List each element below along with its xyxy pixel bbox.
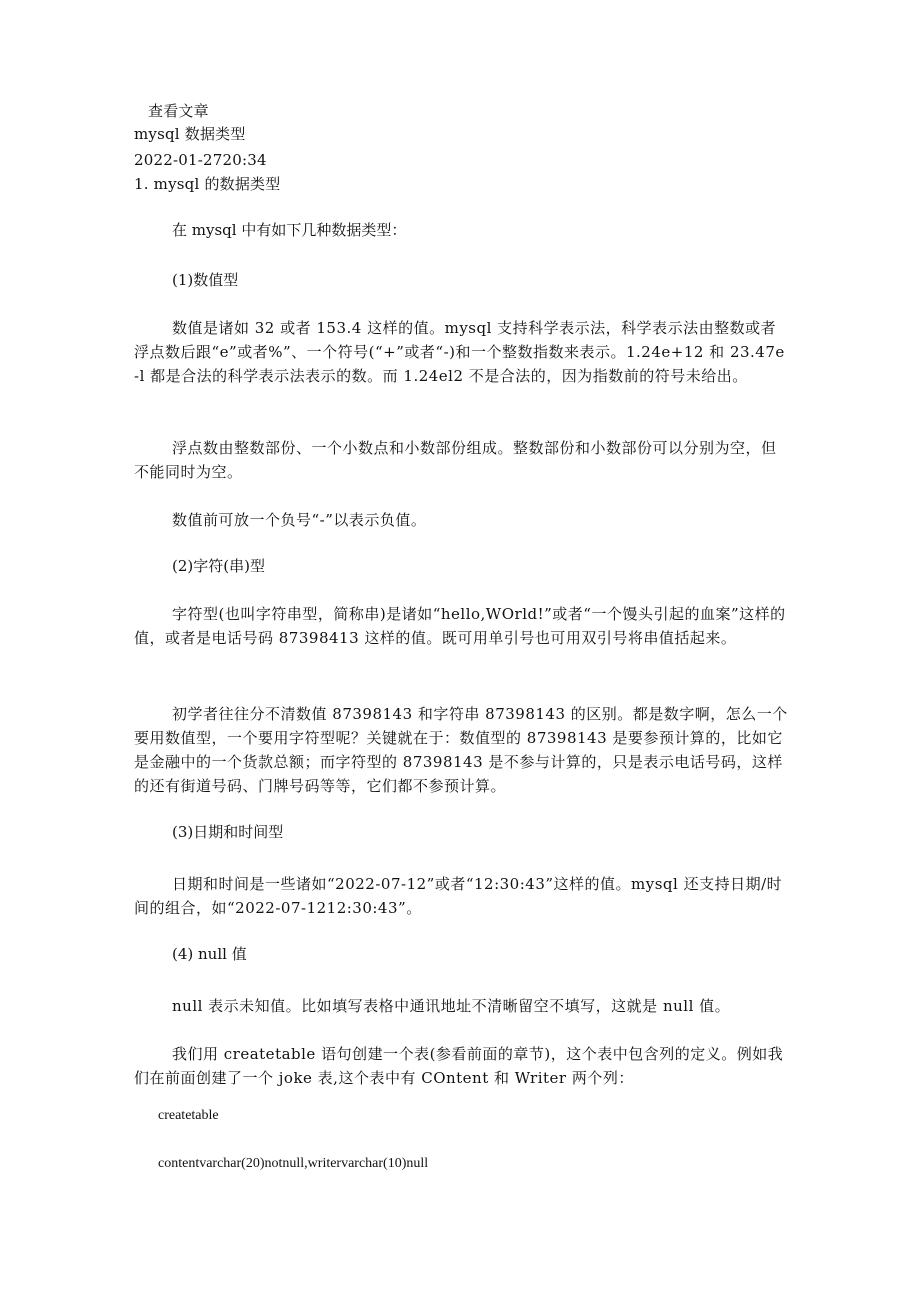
float-paragraph: 浮点数由整数部份、一个小数点和小数部份组成。整数部份和小数部份可以分别为空，但不能同时为空。 bbox=[134, 439, 777, 481]
createtable-paragraph: 我们用 createtable 语句创建一个表(参看前面的章节)，这个表中包含列的定义。例如我们在前面创建了一个 joke 表,这个表中有 COntent 和 Writer 两个列： bbox=[134, 1045, 784, 1087]
string-paragraph: 字符型(也叫字符串型，简称串)是诸如“hello,WOrld!”或者“一个馒头引起的血案”这样的值，或者是电话号码 87398413 这样的值。既可用单引号也可用双引号将串值括起来。 bbox=[134, 605, 786, 647]
code-line-columns: contentvarchar(20)notnull,writervarchar(10)null bbox=[158, 1156, 429, 1171]
intro-paragraph: 在 mysql 中有如下几种数据类型： bbox=[172, 221, 407, 239]
null-paragraph: null 表示未知值。比如填写表格中通讯地址不清晰留空不填写，这就是 null 值。 bbox=[172, 997, 731, 1015]
numeric-paragraph: 数值是诸如 32 或者 153.4 这样的值。mysql 支持科学表示法，科学表示法由整数或者浮点数后跟“e”或者%”、一个符号(“+”或者“-)和一个整数指数来表示。1.24e+12 和 23.47e-l 都是合法的科学表示法表示的数。而 1.24el2 不是合法的，因为指数前的符号未给出。 bbox=[134, 319, 785, 385]
negative-paragraph: 数值前可放一个负号“-”以表示负值。 bbox=[172, 511, 427, 529]
section-string-title: (2)字符(串)型 bbox=[172, 557, 265, 575]
section-numeric-title: (1)数值型 bbox=[172, 271, 239, 289]
section-datetime-title: (3)日期和时间型 bbox=[172, 823, 284, 841]
beginner-paragraph: 初学者往往分不清数值 87398143 和字符串 87398143 的区别。都是数字啊，怎么一个要用数值型，一个要用字符型呢？关键就在于：数值型的 87398143 是要参预计算的，比如它是金融中的一个货款总额；而字符型的 87398143 是不参与计算的，只是表示电话号码，这样的还有街道号码、门牌号码等等，它们都不参预计算。 bbox=[134, 705, 788, 795]
section-null-title: (4) null 值 bbox=[172, 945, 247, 963]
article-title: mysql 数据类型 bbox=[134, 125, 246, 143]
datetime-paragraph: 日期和时间是一些诸如“2022-07-12”或者“12:30:43”这样的值。mysql 还支持日期/时间的组合，如“2022-07-1212:30:43”。 bbox=[134, 875, 783, 917]
article-timestamp: 2022-01-2720:34 bbox=[134, 151, 267, 169]
view-article-label: 查看文章 bbox=[148, 102, 209, 120]
section-title: 1. mysql 的数据类型 bbox=[134, 175, 281, 193]
code-line-createtable: createtable bbox=[158, 1108, 219, 1123]
